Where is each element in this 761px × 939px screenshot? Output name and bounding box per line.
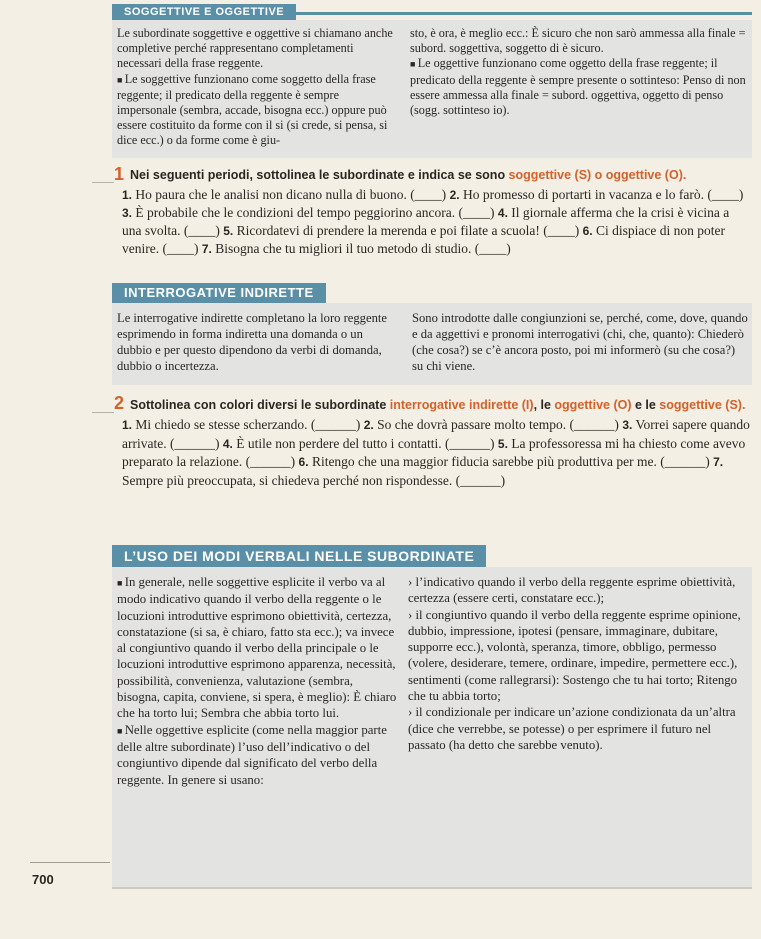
theory-paragraph: Sono introdotte dalle congiunzioni se, perché, come, dove, quando e da aggettivi e pronomi interrogativi (chi, che, quanto): Chiederò (che cosa?) se c’è ancora posto, poi mi informerò (su che cosa?) su chi viene.	[412, 311, 748, 373]
exercise-item: 5. Ricordatevi di prendere la merenda e poi filate a scuola! (____)	[223, 223, 580, 238]
section-title-interrogative: INTERROGATIVE INDIRETTE	[112, 283, 326, 303]
theory-paragraph: ■ In generale, nelle soggettive esplicite il verbo va al modo indicativo quando il verbo della reggente o le locuzioni introduttive esprimono obiettività, certezza, constatazione (si sa, è chiaro, fatto sta ecc.); va invece al congiuntivo quando il verbo della principale o le locuzioni introduttive esprimono apparenza, necessità, possibilità, convenienza, valutazione (sembra, bisogna, capita, conviene, si spera, è meglio): È chiaro che ha torto lui; Sembra che abbia torto lui.	[117, 574, 397, 722]
footer-rule	[30, 862, 110, 863]
exercise-items	[122, 416, 750, 489]
theory-right-column	[412, 310, 748, 374]
theory-left-column	[117, 26, 395, 149]
theory-paragraph: › il condizionale per indicare un’azione condizionata da un’altra (dice che verrebbe, se potesse) o per esprimere il futuro nel passato (ha detto che sarebbe venuto).	[408, 705, 736, 752]
exercise-instruction: Sottolinea con colori diversi le subordinate interrogative indirette (I), le oggettive (O) e le soggettive (S).	[130, 398, 746, 412]
exercise-item: 5. La professoressa mi ha chiesto come avevo preparato la relazione. (______)	[122, 435, 746, 469]
exercise-instruction: Nei seguenti periodi, sottolinea le subordinate e indica se sono soggettive (S) o oggettive (O).	[130, 168, 687, 182]
exercise-number: 1	[114, 164, 125, 184]
exercise-item: 4. Il giornale afferma che la crisi è vicina a una svolta. (____)	[122, 205, 730, 238]
theory-right-column	[410, 26, 748, 118]
exercise-items	[122, 186, 750, 258]
theory-left-column	[117, 574, 397, 788]
exercise-item: 4. È utile non perdere del tutto i contatti. (______)	[222, 435, 495, 451]
exercise-item: 2. Ho promesso di portarti in vacanza e lo farò. (____)	[449, 187, 744, 202]
theory-paragraph: ■ Le oggettive funzionano come oggetto della frase reggente; il predicato della reggente è sempre presente o sottinteso: Penso di non essere ammessa alla finale = subord. oggettiva, oggetto di penso (sogg. sottinteso io).	[410, 56, 748, 118]
exercise-item: 2. So che dovrà passare molto tempo. (______)	[363, 417, 619, 432]
exercise-item: 6. Ci dispiace di non poter venire. (____)	[122, 223, 725, 256]
theory-paragraph: › il congiuntivo quando il verbo della reggente esprime opinione, dubbio, impressione, ipotesi (pensare, immaginare, dubitare, supporre ecc.), volontà, speranza, timore, obbligo, permesso (volere, desiderare, temere, ordinare, impedire, permettere ecc.), sentimenti (come rallegrarsi): Sostengo che tu hai torto; Ritengo che tu abbia torto;	[408, 607, 741, 704]
theory-left-column	[117, 310, 395, 374]
section-title-soggettive: SOGGETTIVE E OGGETTIVE	[112, 4, 296, 20]
theory-paragraph: sto, è ora, è meglio ecc.: È sicuro che non sarò ammessa alla finale = subord. soggettiva, soggetto di è sicuro.	[410, 26, 746, 56]
exercise-item: 3. Vorrei sapere quando arrivate. (______)	[122, 417, 750, 451]
exercise-number: 2	[114, 393, 125, 413]
exercise-item: 1. Ho paura che le analisi non dicano nulla di buono. (____)	[122, 187, 447, 202]
theory-paragraph: Le interrogative indirette completano la loro reggente esprimendo in forma indiretta una domanda o un dubbio e per questo dipendono da verbi di domanda, dubbio o incertezza.	[117, 311, 387, 373]
exercise-item: 6. Ritengo che una maggior fiducia sarebbe più produttiva per me. (______)	[298, 454, 710, 469]
section-title-modi-verbali: L’USO DEI MODI VERBALI NELLE SUBORDINATE	[112, 545, 486, 567]
exercise-item: 1. Mi chiedo se stesse scherzando. (______)	[122, 417, 361, 432]
exercise-rule	[92, 412, 114, 413]
exercise-rule	[92, 182, 114, 183]
exercise-item: 7. Sempre più preoccupata, si chiedeva perché non rispondesse. (______)	[122, 455, 724, 488]
exercise-item: 3. È probabile che le condizioni del tempo peggiorino ancora. (____)	[122, 205, 495, 220]
box-shadow	[112, 887, 752, 889]
theory-paragraph: Le subordinate soggettive e oggettive si chiamano anche completive perché rappresentano completamenti necessari della frase reggente.	[117, 26, 393, 71]
exercise-item: 7. Bisogna che tu migliori il tuo metodo di studio. (____)	[201, 241, 511, 256]
theory-paragraph: ■ Nelle oggettive esplicite (come nella maggior parte delle altre subordinate) l’uso dell’indicativo o del congiuntivo dipende dal significato del verbo della reggente. In genere si usano:	[117, 722, 397, 788]
theory-paragraph: ■ Le soggettive funzionano come soggetto della frase reggente; il predicato della reggente è sempre impersonale (sembra, accade, bisogna ecc.) oppure può essere costituito da forme con il si (si crede, si pensa, si dice ecc.) o da forme come è giu-	[117, 72, 395, 149]
page-number: 700	[32, 872, 54, 887]
theory-right-column	[408, 574, 750, 753]
theory-paragraph: › l’indicativo quando il verbo della reggente esprime obiettività, certezza (essere certi, constatare ecc.);	[408, 575, 736, 606]
